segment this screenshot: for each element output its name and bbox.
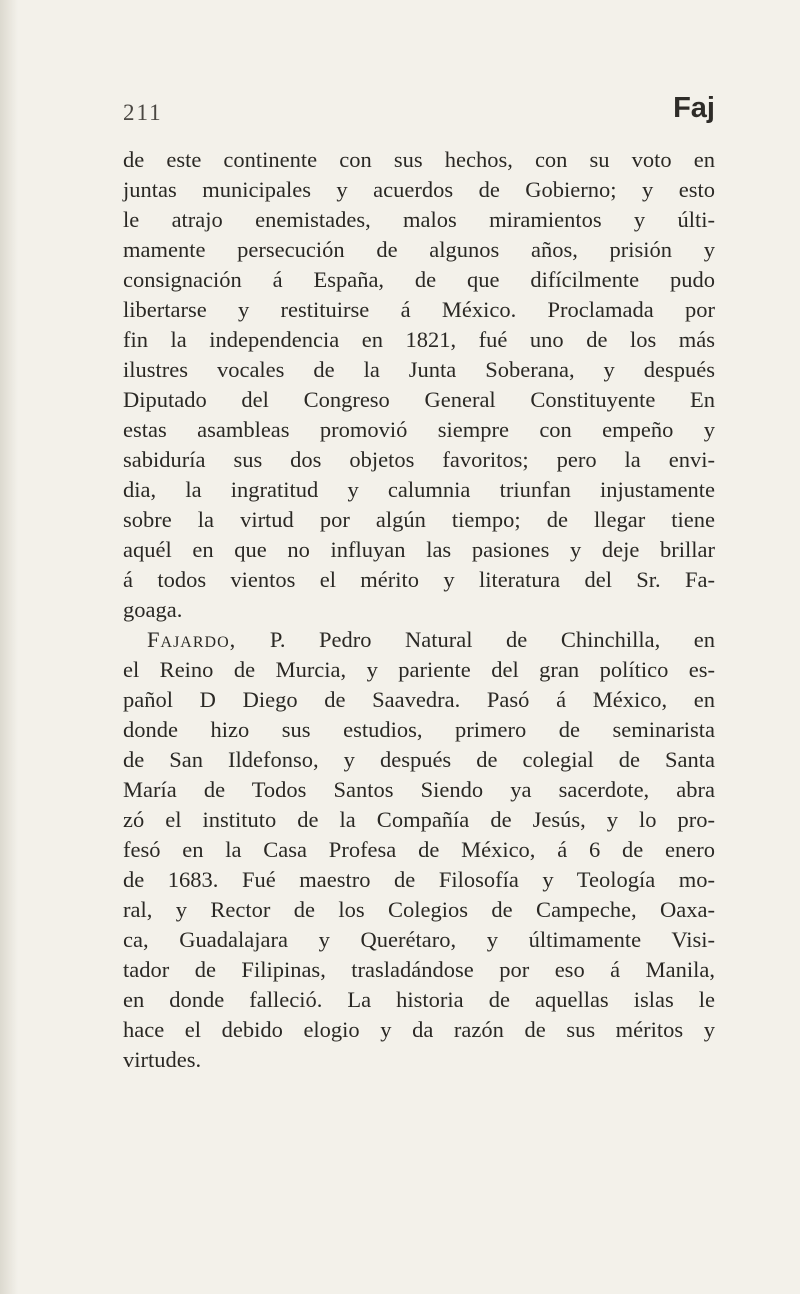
text-line: Diputado del Congreso General Constituyente En	[123, 387, 715, 412]
text-line: goaga.	[123, 597, 183, 622]
text-line: María de Todos Santos Siendo ya sacerdote, abra	[123, 777, 715, 802]
text-line: juntas municipales y acuerdos de Gobierno; y esto	[123, 177, 715, 202]
text-line: de este continente con sus hechos, con su voto en	[123, 147, 715, 172]
text-line: fesó en la Casa Profesa de México, á 6 de enero	[123, 837, 715, 862]
text-line: ral, y Rector de los Colegios de Campeche, Oaxa-	[123, 897, 715, 922]
text-line: zó el instituto de la Compañía de Jesús, y lo pro-	[123, 807, 715, 832]
page-number: 211	[123, 100, 163, 125]
text-line: dia, la ingratitud y calumnia triunfan injustamente	[123, 477, 715, 502]
text-line: el Reino de Murcia, y pariente del gran político es-	[123, 657, 715, 682]
text-line: á todos vientos el mérito y literatura del Sr. Fa-	[123, 567, 715, 592]
text-line: de 1683. Fué maestro de Filosofía y Teología mo-	[123, 867, 715, 892]
text-line: mamente persecución de algunos años, prisión y	[123, 237, 715, 262]
entry-first-line	[123, 625, 715, 655]
page-edge-shadow	[0, 0, 18, 1294]
text-line: ilustres vocales de la Junta Soberana, y después	[123, 357, 715, 382]
text-line: fin la independencia en 1821, fué uno de los más	[123, 327, 715, 352]
page-header	[123, 92, 715, 132]
text-line: sobre la virtud por algún tiempo; de llegar tiene	[123, 507, 715, 532]
running-head: Faj	[673, 92, 715, 124]
entry-first-line-text: P. Pedro Natural de Chinchilla, en	[236, 627, 715, 652]
body-text	[123, 145, 715, 1075]
text-line: consignación á España, de que difícilmente pudo	[123, 267, 715, 292]
text-line: donde hizo sus estudios, primero de seminarista	[123, 717, 715, 742]
text-line: hace el debido elogio y da razón de sus méritos y	[123, 1017, 715, 1042]
text-line: sabiduría sus dos objetos favoritos; pero la envi-	[123, 447, 715, 472]
text-line: libertarse y restituirse á México. Proclamada por	[123, 297, 715, 322]
text-line: en donde falleció. La historia de aquellas islas le	[123, 987, 715, 1012]
text-line: tador de Filipinas, trasladándose por eso á Manila,	[123, 957, 715, 982]
text-line: de San Ildefonso, y después de colegial de Santa	[123, 747, 715, 772]
entry-headword: Fajardo,	[147, 627, 237, 652]
text-line: le atrajo enemistades, malos miramientos y últi-	[123, 207, 715, 232]
text-line: pañol D Diego de Saavedra. Pasó á México, en	[123, 687, 715, 712]
text-line: aquél en que no influyan las pasiones y deje brillar	[123, 537, 715, 562]
text-line: estas asambleas promovió siempre con empeño y	[123, 417, 715, 442]
text-line: virtudes.	[123, 1047, 202, 1072]
text-line: ca, Guadalajara y Querétaro, y últimamente Visi-	[123, 927, 715, 952]
